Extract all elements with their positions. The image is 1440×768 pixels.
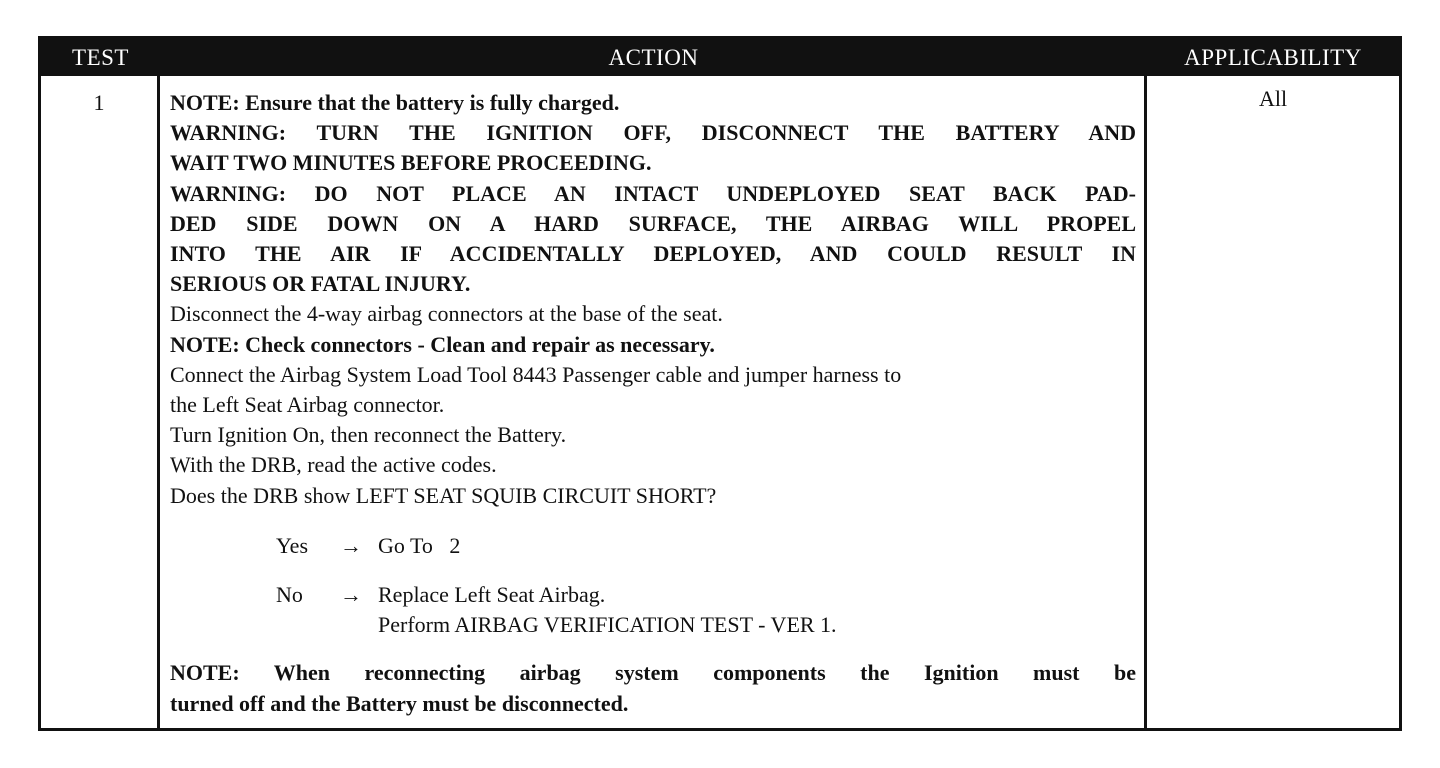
warning-ignition-line-2: WAIT TWO MINUTES BEFORE PROCEEDING.	[170, 150, 652, 176]
no-branch	[276, 580, 1136, 640]
action-cell	[160, 76, 1147, 728]
warning-ignition-line-1: WARNING: TURN THE IGNITION OFF, DISCONNECT THE BATTERY AND	[170, 120, 1136, 146]
table-header-row	[41, 39, 1399, 76]
note-check-connectors: NOTE: Check connectors - Clean and repair as necessary.	[170, 331, 715, 357]
yes-result: Go To 2	[378, 532, 461, 558]
step-disconnect: Disconnect the 4-way airbag connectors at the base of the seat.	[170, 301, 723, 327]
applicability-value: All	[1258, 86, 1288, 111]
step-connect-line-1: Connect the Airbag System Load Tool 8443 Passenger cable and jumper harness to	[170, 361, 902, 387]
table-row	[41, 76, 1399, 728]
no-result	[378, 580, 837, 640]
warning-seat-back-line-2: DED SIDE DOWN ON A HARD SURFACE, THE AIRBAG WILL PROPEL	[170, 210, 1136, 236]
diagnostic-test-table	[38, 36, 1402, 731]
diagnostic-question: Does the DRB show LEFT SEAT SQUIB CIRCUIT SHORT?	[170, 482, 717, 508]
final-note-line-1: NOTE: When reconnecting airbag system components the Ignition must be	[170, 660, 1136, 686]
right-arrow-icon: →	[340, 582, 362, 608]
warning-seat-back-line-1: WARNING: DO NOT PLACE AN INTACT UNDEPLOYED SEAT BACK PAD-	[170, 180, 1136, 206]
final-note	[170, 658, 1136, 718]
step-connect-line-2: the Left Seat Airbag connector.	[170, 392, 445, 418]
header-action: ACTION	[608, 44, 699, 70]
no-result-line-2: Perform AIRBAG VERIFICATION TEST - VER 1.	[378, 612, 837, 638]
note-battery: NOTE: Ensure that the battery is fully charged.	[170, 90, 620, 115]
header-test: TEST	[72, 44, 129, 70]
step-ignition: Turn Ignition On, then reconnect the Battery.	[170, 422, 567, 448]
yes-label: Yes	[276, 532, 309, 558]
test-number: 1	[41, 76, 160, 728]
no-result-line-1: Replace Left Seat Airbag.	[378, 582, 606, 608]
right-arrow-icon: →	[340, 532, 362, 558]
no-label: No	[276, 582, 303, 608]
final-note-line-2: turned off and the Battery must be disconnected.	[170, 690, 629, 716]
yes-branch	[276, 531, 1136, 561]
header-applicability: APPLICABILITY	[1184, 44, 1362, 70]
step-read-codes: With the DRB, read the active codes.	[170, 452, 497, 478]
warning-seat-back-line-3: INTO THE AIR IF ACCIDENTALLY DEPLOYED, AND COULD RESULT IN	[170, 241, 1136, 267]
warning-seat-back-line-4: SERIOUS OR FATAL INJURY.	[170, 271, 471, 297]
